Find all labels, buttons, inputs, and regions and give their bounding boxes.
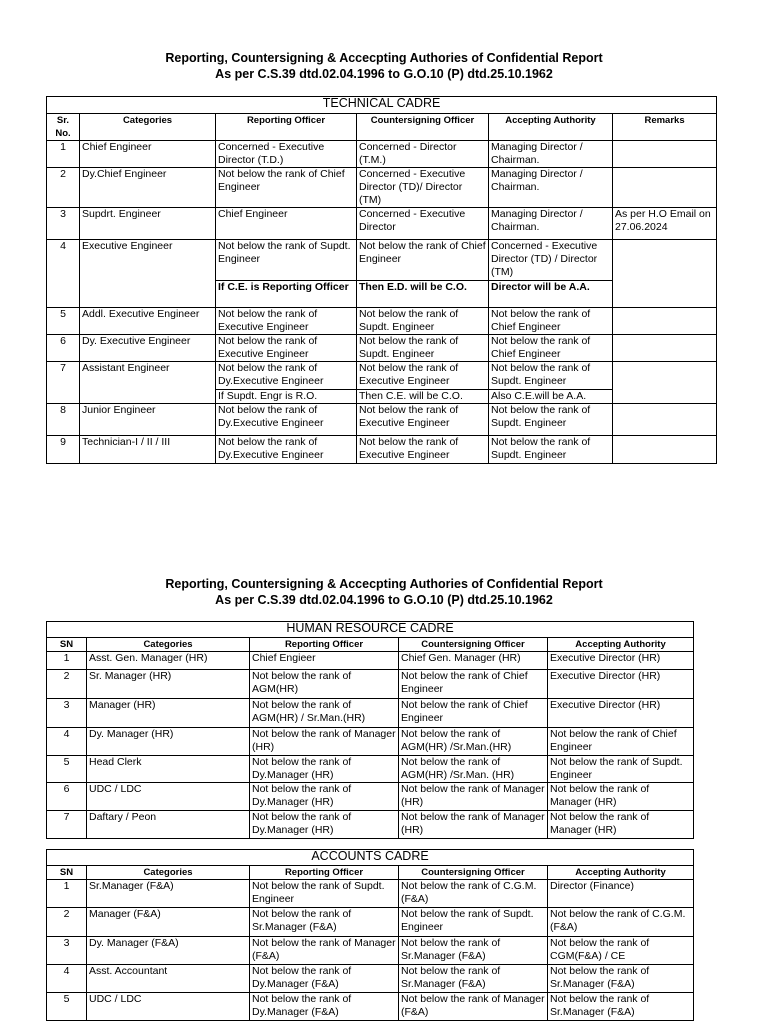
accepting-cell: Not below the rank of C.G.M.(F&A) [548, 908, 694, 937]
technical-report-title [0, 50, 768, 82]
accepting-cell: Not below the rank of Manager (HR) [548, 811, 694, 839]
sn-cell: 6 [47, 335, 80, 362]
table-row [47, 141, 717, 168]
category-cell: Head Clerk [87, 756, 250, 783]
countersigning-cell: Not below the rank of Supdt. Engineer [399, 908, 548, 937]
col-accepting-authority: Accepting Authority [489, 114, 613, 141]
remarks-cell [613, 436, 717, 464]
remarks-cell [613, 308, 717, 335]
countersigning-cell: Concerned - Executive Director (TD)/ Director (TM) [357, 168, 489, 208]
col-countersigning-officer: Countersigning Officer [399, 866, 548, 880]
countersigning-cell: Not below the rank of Sr.Manager (F&A) [399, 937, 548, 965]
sn-cell: 7 [47, 362, 80, 404]
countersigning-cell: Not below the rank of C.G.M.(F&A) [399, 880, 548, 908]
countersigning-cell: Not below the rank of Chief Engineer [399, 699, 548, 728]
remarks-cell: As per H.O Email on 27.06.2024 [613, 208, 717, 240]
reporting-cell: Not below the rank of Chief Engineer [216, 168, 357, 208]
category-cell: Dy. Manager (HR) [87, 728, 250, 756]
accounts-header-row [47, 866, 694, 880]
countersigning-cell: Not below the rank of Chief Engineer [357, 240, 489, 281]
table-row [47, 880, 694, 908]
reporting-cell: Not below the rank of Supdt. Engineer [250, 880, 399, 908]
reporting-cell: Not below the rank of Dy.Executive Engineer [216, 436, 357, 464]
title-line-1: Reporting, Countersigning & Accecpting Authories of Confidential Report [165, 577, 603, 591]
countersigning-cell: Concerned - Director (T.M.) [357, 141, 489, 168]
countersigning-note-cell: Then E.D. will be C.O. [357, 281, 489, 308]
accepting-cell: Not below the rank of Chief Engineer [548, 728, 694, 756]
reporting-note-cell: If Supdt. Engr is R.O. [216, 390, 357, 404]
countersigning-cell: Not below the rank of Executive Engineer [357, 436, 489, 464]
sn-cell: 5 [47, 756, 87, 783]
category-cell: Manager (F&A) [87, 908, 250, 937]
sn-cell: 7 [47, 811, 87, 839]
sn-cell: 4 [47, 240, 80, 308]
table-row [47, 652, 694, 670]
accepting-cell: Not below the rank of Supdt. Engineer [489, 436, 613, 464]
remarks-cell [613, 141, 717, 168]
col-categories: Categories [87, 866, 250, 880]
sn-cell: 3 [47, 699, 87, 728]
table-row [47, 168, 717, 208]
sn-cell: 2 [47, 908, 87, 937]
countersigning-cell: Chief Gen. Manager (HR) [399, 652, 548, 670]
countersigning-cell: Not below the rank of Manager (HR) [399, 783, 548, 811]
table-row [47, 965, 694, 993]
table-row [47, 404, 717, 436]
table-row [47, 335, 717, 362]
remarks-cell [613, 168, 717, 208]
accepting-cell: Not below the rank of Supdt. Engineer [548, 756, 694, 783]
sn-cell: 3 [47, 937, 87, 965]
title-line-2: As per C.S.39 dtd.02.04.1996 to G.O.10 (P) dtd.25.10.1962 [215, 593, 553, 607]
remarks-cell [613, 362, 717, 404]
col-reporting-officer: Reporting Officer [216, 114, 357, 141]
hr-report-title [0, 576, 768, 608]
category-cell: Junior Engineer [80, 404, 216, 436]
remarks-cell [613, 240, 717, 308]
sn-cell: 3 [47, 208, 80, 240]
category-cell: Daftary / Peon [87, 811, 250, 839]
hr-cadre-heading: HUMAN RESOURCE CADRE [47, 622, 694, 638]
sn-cell: 5 [47, 993, 87, 1021]
reporting-cell: Concerned - Executive Director (T.D.) [216, 141, 357, 168]
category-cell: Assistant Engineer [80, 362, 216, 404]
reporting-cell: Not below the rank of AGM(HR) / Sr.Man.(HR) [250, 699, 399, 728]
table-row [47, 436, 717, 464]
reporting-cell: Not below the rank of Sr.Manager (F&A) [250, 908, 399, 937]
category-cell: Asst. Accountant [87, 965, 250, 993]
reporting-cell: Not below the rank of Dy.Manager (F&A) [250, 993, 399, 1021]
reporting-cell: Not below the rank of Manager (HR) [250, 728, 399, 756]
sn-cell: 4 [47, 728, 87, 756]
countersigning-cell: Not below the rank of Manager (HR) [399, 811, 548, 839]
title-line-2: As per C.S.39 dtd.02.04.1996 to G.O.10 (P) dtd.25.10.1962 [215, 67, 553, 81]
countersigning-cell: Not below the rank of Sr.Manager (F&A) [399, 965, 548, 993]
accepting-cell: Managing Director / Chairman. [489, 168, 613, 208]
hr-header-row [47, 638, 694, 652]
reporting-cell: Not below the rank of Supdt. Engineer [216, 240, 357, 281]
sn-cell: 5 [47, 308, 80, 335]
table-row [47, 308, 717, 335]
col-categories: Categories [87, 638, 250, 652]
category-cell: Executive Engineer [80, 240, 216, 308]
col-remarks: Remarks [613, 114, 717, 141]
category-cell: Manager (HR) [87, 699, 250, 728]
reporting-cell: Not below the rank of Dy.Manager (F&A) [250, 965, 399, 993]
col-sn: SN [47, 638, 87, 652]
sn-cell: 1 [47, 652, 87, 670]
reporting-cell: Chief Engieer [250, 652, 399, 670]
accounts-cadre-table [46, 849, 694, 1021]
category-cell: Dy. Executive Engineer [80, 335, 216, 362]
accepting-cell: Managing Director / Chairman. [489, 141, 613, 168]
reporting-cell: Not below the rank of Dy.Manager (HR) [250, 811, 399, 839]
reporting-cell: Not below the rank of Dy.Manager (HR) [250, 756, 399, 783]
countersigning-cell: Not below the rank of Chief Engineer [399, 670, 548, 699]
category-cell: Addl. Executive Engineer [80, 308, 216, 335]
sn-cell: 6 [47, 783, 87, 811]
table-row [47, 728, 694, 756]
accepting-cell: Executive Director (HR) [548, 699, 694, 728]
sn-cell: 2 [47, 670, 87, 699]
countersigning-cell: Not below the rank of Executive Engineer [357, 362, 489, 390]
table-row [47, 783, 694, 811]
table-row [47, 756, 694, 783]
category-cell: Sr.Manager (F&A) [87, 880, 250, 908]
reporting-cell: Chief Engineer [216, 208, 357, 240]
accepting-cell: Not below the rank of Chief Engineer [489, 308, 613, 335]
remarks-cell [613, 404, 717, 436]
sn-cell: 2 [47, 168, 80, 208]
accepting-cell: Not below the rank of CGM(F&A) / CE [548, 937, 694, 965]
col-sn: SN [47, 866, 87, 880]
accepting-cell: Not below the rank of Sr.Manager (F&A) [548, 993, 694, 1021]
countersigning-cell: Not below the rank of Executive Engineer [357, 404, 489, 436]
table-row [47, 699, 694, 728]
category-cell: Dy.Chief Engineer [80, 168, 216, 208]
reporting-cell: Not below the rank of Executive Engineer [216, 335, 357, 362]
table-row [47, 362, 717, 390]
accepting-cell: Executive Director (HR) [548, 670, 694, 699]
col-accepting-authority: Accepting Authority [548, 638, 694, 652]
accepting-cell: Not below the rank of Sr.Manager (F&A) [548, 965, 694, 993]
accepting-cell: Concerned - Executive Director (TD) / Director (TM) [489, 240, 613, 281]
countersigning-note-cell: Then C.E. will be C.O. [357, 390, 489, 404]
countersigning-cell: Not below the rank of Supdt. Engineer [357, 308, 489, 335]
category-cell: Technician-I / II / III [80, 436, 216, 464]
reporting-cell: Not below the rank of AGM(HR) [250, 670, 399, 699]
countersigning-cell: Not below the rank of Supdt. Engineer [357, 335, 489, 362]
col-accepting-authority: Accepting Authority [548, 866, 694, 880]
reporting-cell: Not below the rank of Dy.Executive Engineer [216, 362, 357, 390]
countersigning-cell: Not below the rank of AGM(HR) /Sr.Man. (HR) [399, 756, 548, 783]
accepting-note-cell: Also C.E.will be A.A. [489, 390, 613, 404]
table-row [47, 993, 694, 1021]
hr-cadre-table [46, 621, 694, 839]
accepting-note-cell: Director will be A.A. [489, 281, 613, 308]
category-cell: UDC / LDC [87, 993, 250, 1021]
table-row [47, 240, 717, 281]
accepting-cell: Not below the rank of Supdt. Engineer [489, 404, 613, 436]
title-line-1: Reporting, Countersigning & Accecpting Authories of Confidential Report [165, 51, 603, 65]
sn-cell: 9 [47, 436, 80, 464]
table-row [47, 208, 717, 240]
countersigning-cell: Concerned - Executive Director [357, 208, 489, 240]
reporting-cell: Not below the rank of Dy.Executive Engineer [216, 404, 357, 436]
col-sr-no: Sr. No. [47, 114, 80, 141]
accepting-cell: Not below the rank of Supdt. Engineer [489, 362, 613, 390]
col-categories: Categories [80, 114, 216, 141]
technical-cadre-heading: TECHNICAL CADRE [47, 97, 717, 114]
sn-cell: 1 [47, 880, 87, 908]
remarks-cell [613, 335, 717, 362]
reporting-cell: Not below the rank of Dy.Manager (HR) [250, 783, 399, 811]
category-cell: Supdrt. Engineer [80, 208, 216, 240]
countersigning-cell: Not below the rank of Manager (F&A) [399, 993, 548, 1021]
category-cell: Asst. Gen. Manager (HR) [87, 652, 250, 670]
countersigning-cell: Not below the rank of AGM(HR) /Sr.Man.(HR) [399, 728, 548, 756]
col-reporting-officer: Reporting Officer [250, 638, 399, 652]
accounts-cadre-heading: ACCOUNTS CADRE [47, 850, 694, 866]
sn-cell: 8 [47, 404, 80, 436]
reporting-note-cell: If C.E. is Reporting Officer [216, 281, 357, 308]
reporting-cell: Not below the rank of Manager (F&A) [250, 937, 399, 965]
sn-cell: 1 [47, 141, 80, 168]
accepting-cell: Director (Finance) [548, 880, 694, 908]
accepting-cell: Not below the rank of Manager (HR) [548, 783, 694, 811]
sn-cell: 4 [47, 965, 87, 993]
category-cell: Chief Engineer [80, 141, 216, 168]
accepting-cell: Executive Director (HR) [548, 652, 694, 670]
category-cell: UDC / LDC [87, 783, 250, 811]
table-row [47, 937, 694, 965]
category-cell: Dy. Manager (F&A) [87, 937, 250, 965]
category-cell: Sr. Manager (HR) [87, 670, 250, 699]
col-reporting-officer: Reporting Officer [250, 866, 399, 880]
col-countersigning-officer: Countersigning Officer [357, 114, 489, 141]
table-row [47, 670, 694, 699]
technical-header-row [47, 114, 717, 141]
table-row [47, 811, 694, 839]
technical-cadre-table [46, 96, 717, 464]
table-row [47, 908, 694, 937]
accepting-cell: Not below the rank of Chief Engineer [489, 335, 613, 362]
reporting-cell: Not below the rank of Executive Engineer [216, 308, 357, 335]
accepting-cell: Managing Director / Chairman. [489, 208, 613, 240]
col-countersigning-officer: Countersigning Officer [399, 638, 548, 652]
